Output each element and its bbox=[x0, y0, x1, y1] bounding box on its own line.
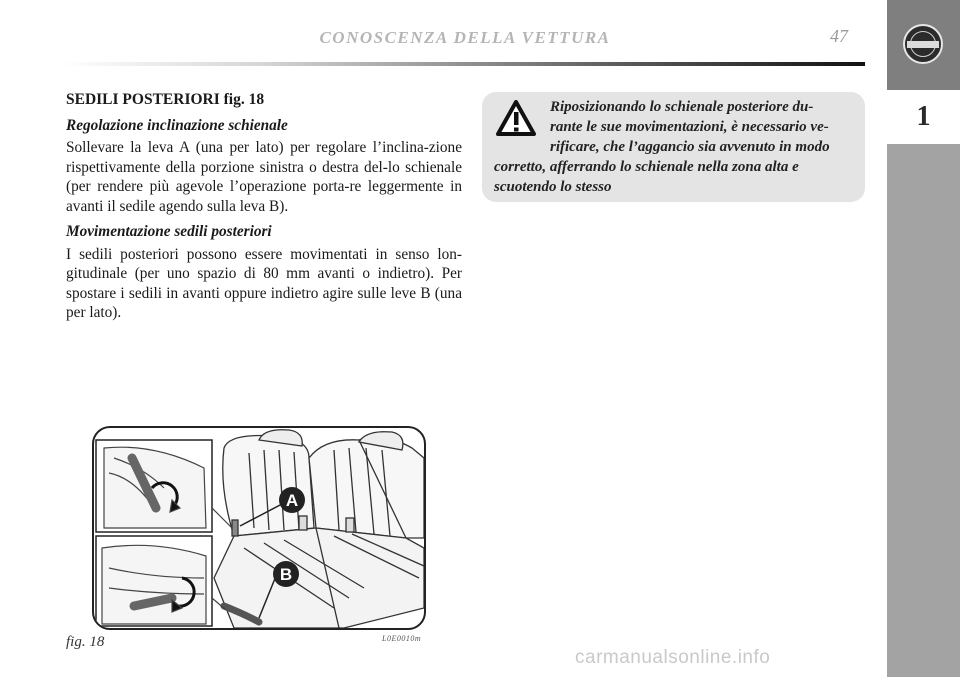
watermark: carmanualsonline.info bbox=[575, 647, 771, 668]
section-title: SEDILI POSTERIORI fig. 18 bbox=[66, 91, 265, 108]
warning-line: rificare, che l’aggancio sia avvenuto in modo bbox=[550, 139, 830, 155]
figure-caption: fig. 18 bbox=[66, 634, 105, 650]
callout-b: B bbox=[279, 565, 293, 584]
warning-line: Riposizionando lo schienale posteriore du- bbox=[550, 99, 814, 115]
callout-a: A bbox=[285, 491, 299, 510]
logo-area bbox=[887, 0, 960, 90]
rear-seat-illustration bbox=[92, 426, 426, 630]
figure-code: L0E0010m bbox=[382, 634, 422, 643]
warning-line: corretto, afferrando lo schienale nella zona alta e bbox=[494, 159, 799, 175]
paragraph-recline: Sollevare la leva A (una per lato) per regolare l’inclina-zione rispettivamente della porzione sinistra o destra del-lo schienale (per rendere più agevole l’operazione porta-re leggermente in avanti il sedile agendo sulla leva B). bbox=[66, 139, 462, 215]
warning-text bbox=[482, 97, 864, 197]
lancia-logo-icon bbox=[903, 24, 943, 64]
header-rule bbox=[60, 62, 865, 66]
chapter-sidebar bbox=[887, 0, 960, 677]
seat-drawing bbox=[94, 428, 424, 628]
running-head: CONOSCENZA DELLA VETTURA bbox=[319, 28, 611, 47]
chapter-number: 1 bbox=[916, 101, 931, 132]
paragraph-slide: I sedili posteriori possono essere movimentati in senso lon-gitudinale (per uno spazio di 80 mm avanti o indietro). Per spostare i sedili in avanti oppure indietro agire sulle leve B (una per lato). bbox=[66, 245, 462, 321]
warning-line: scuotendo lo stesso bbox=[494, 179, 612, 195]
subsection-title-slide: Movimentazione sedili posteriori bbox=[66, 223, 272, 240]
page-number: 47 bbox=[830, 26, 848, 46]
main-text-column bbox=[66, 90, 462, 329]
subsection-title-recline: Regolazione inclinazione schienale bbox=[66, 116, 288, 134]
warning-line: rante le sue movimentazioni, è necessario ve- bbox=[550, 119, 829, 135]
